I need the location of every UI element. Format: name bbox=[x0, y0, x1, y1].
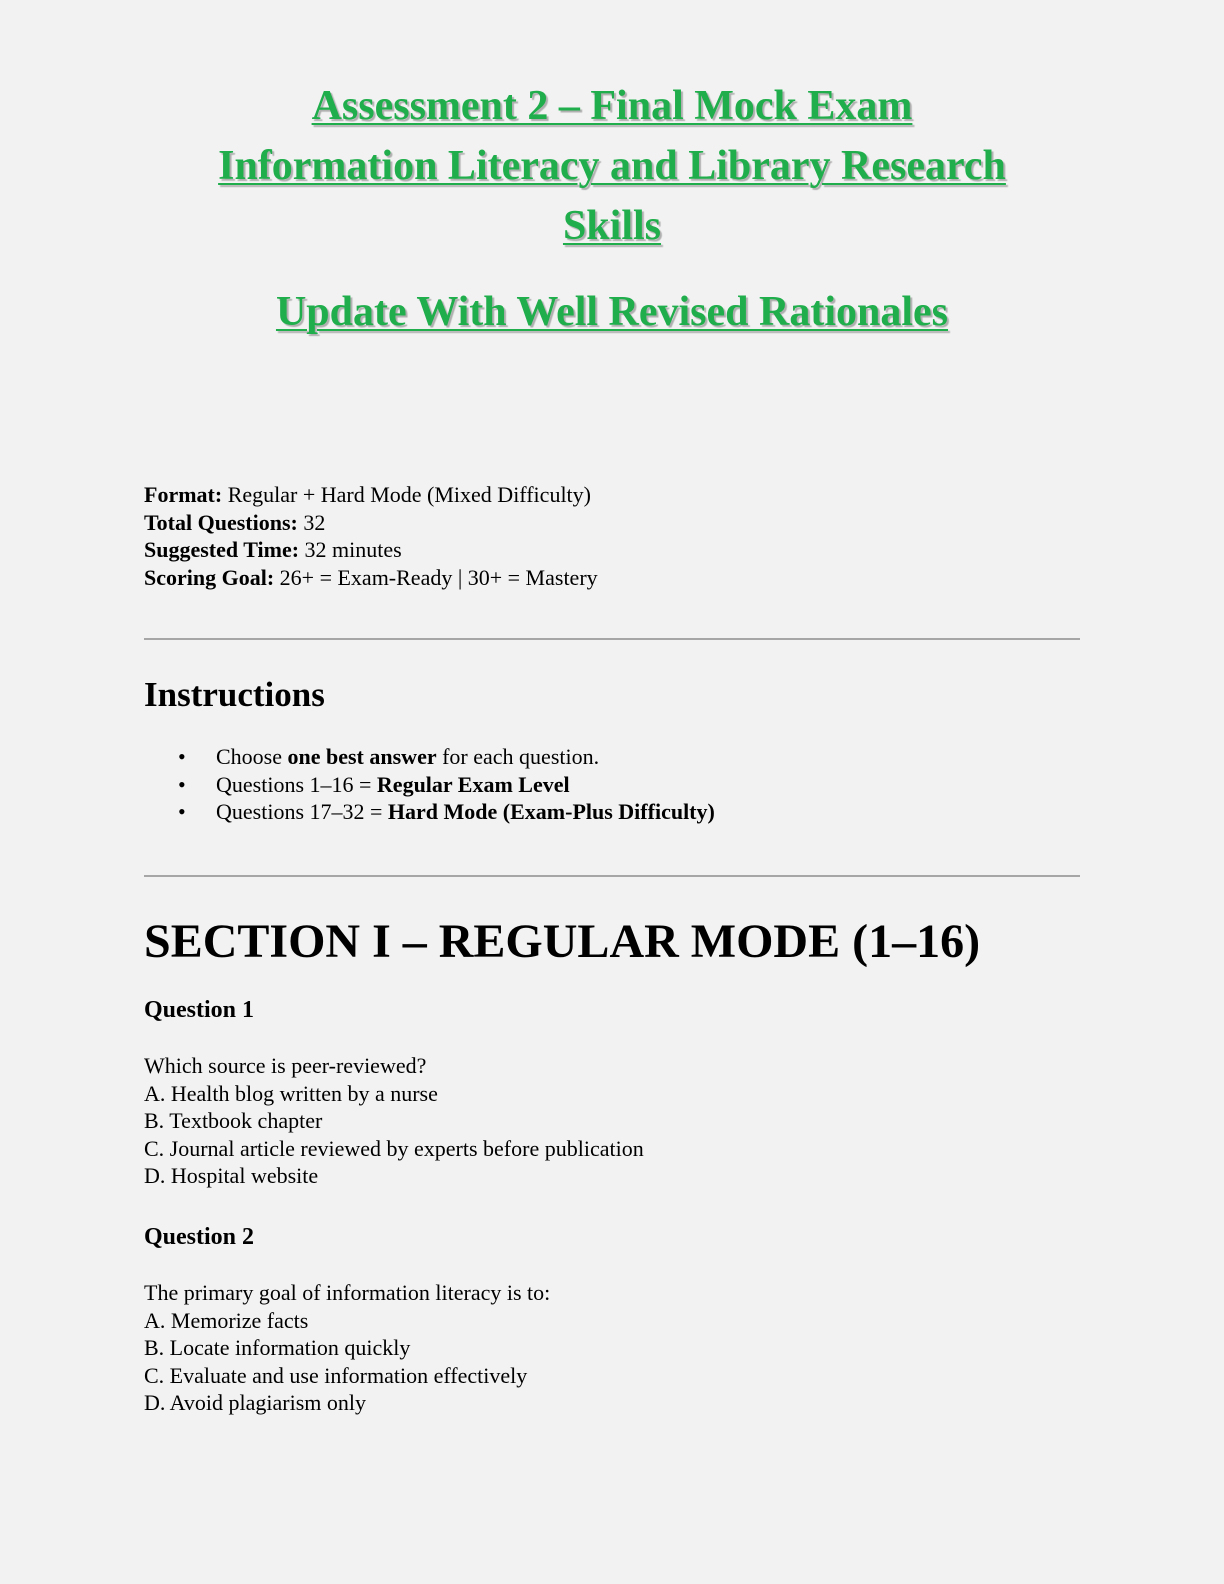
title-line-1: Assessment 2 – Final Mock Exam bbox=[311, 83, 913, 129]
answer-option: D. Hospital website bbox=[144, 1163, 319, 1188]
question-prompt: The primary goal of information literacy is to: bbox=[144, 1280, 551, 1305]
instruction-item bbox=[144, 798, 715, 826]
instructions-list bbox=[144, 743, 715, 826]
instruction-item bbox=[144, 771, 715, 799]
answer-option: D. Avoid plagiarism only bbox=[144, 1390, 367, 1415]
bullet-icon: • bbox=[178, 771, 186, 797]
answer-option: B. Locate information quickly bbox=[144, 1335, 411, 1360]
question-title: Question 2 bbox=[144, 1224, 255, 1250]
exam-meta bbox=[144, 481, 598, 591]
format-label: Format: bbox=[144, 482, 223, 507]
question-body bbox=[144, 1052, 644, 1190]
meta-format bbox=[144, 481, 598, 509]
title-block bbox=[100, 76, 1124, 342]
goal-label: Scoring Goal: bbox=[144, 564, 275, 590]
answer-option: B. Textbook chapter bbox=[144, 1108, 323, 1133]
instructions-heading: Instructions bbox=[144, 675, 325, 714]
format-value: Regular + Hard Mode (Mixed Difficulty) bbox=[222, 482, 591, 507]
title-line-3: Skills bbox=[562, 203, 662, 249]
instruction-emphasis: Hard Mode (Exam-Plus Difficulty) bbox=[387, 799, 715, 824]
instruction-text: Questions 17–32 = bbox=[216, 799, 388, 824]
answer-option: C. Journal article reviewed by experts before publication bbox=[144, 1135, 644, 1161]
total-value: 32 bbox=[297, 509, 326, 535]
answer-option: A. Health blog written by a nurse bbox=[144, 1080, 438, 1106]
subtitle: Update With Well Revised Rationales bbox=[275, 289, 949, 335]
meta-suggested-time bbox=[144, 536, 598, 564]
instruction-emphasis: Regular Exam Level bbox=[376, 771, 570, 797]
answer-option: C. Evaluate and use information effectively bbox=[144, 1362, 528, 1388]
divider bbox=[144, 875, 1080, 877]
question-body bbox=[144, 1279, 550, 1417]
goal-value: 26+ = Exam-Ready | 30+ = Mastery bbox=[274, 564, 598, 590]
instruction-text: Questions 1–16 = bbox=[216, 771, 377, 797]
meta-scoring-goal bbox=[144, 564, 598, 592]
total-label: Total Questions: bbox=[144, 509, 298, 535]
instruction-item bbox=[144, 743, 715, 771]
instruction-text: for each question. bbox=[436, 744, 600, 769]
time-label: Suggested Time: bbox=[144, 537, 300, 562]
meta-total-questions bbox=[144, 509, 598, 537]
title-line-2: Information Literacy and Library Research bbox=[218, 143, 1006, 189]
answer-option: A. Memorize facts bbox=[144, 1307, 309, 1333]
question-title: Question 1 bbox=[144, 997, 255, 1023]
instruction-emphasis: one best answer bbox=[287, 744, 437, 769]
bullet-icon: • bbox=[178, 799, 186, 824]
time-value: 32 minutes bbox=[299, 537, 402, 562]
question-prompt: Which source is peer-reviewed? bbox=[144, 1053, 427, 1078]
bullet-icon: • bbox=[178, 744, 186, 769]
divider bbox=[144, 638, 1080, 640]
section-heading: SECTION I – REGULAR MODE (1–16) bbox=[144, 915, 981, 968]
instruction-text: Choose bbox=[216, 744, 288, 769]
